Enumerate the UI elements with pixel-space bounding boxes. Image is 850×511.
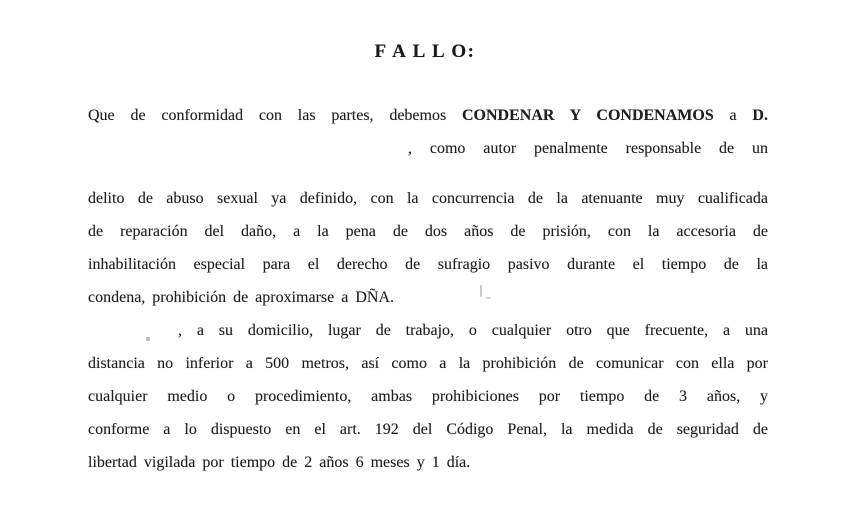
document-line	[88, 248, 768, 281]
document-line	[88, 314, 768, 347]
document-line	[88, 132, 768, 165]
body-text: libertad vigilada por tiempo de 2 años 6 meses y 1 día.	[88, 454, 471, 471]
emphasis-text: CONDENAR Y CONDENAMOS	[462, 107, 714, 124]
body-text: de reparación del daño, a la pena de dos años de prisión, con la accesoria de	[88, 223, 768, 240]
body-text: , a su domicilio, lugar de trabajo, o cualquier otro que frecuente, a una	[178, 322, 768, 339]
body-text: conforme a lo dispuesto en el art. 192 del Código Penal, la medida de seguridad de	[88, 421, 768, 438]
body-text: , como autor penalmente responsable de un	[408, 140, 768, 157]
body-text: distancia no inferior a 500 metros, así como a la prohibición de comunicar con ella por	[88, 355, 768, 372]
body-text: condena, prohibición de aproximarse a DÑA.	[88, 289, 395, 306]
document-line	[88, 99, 768, 132]
document-body	[88, 99, 768, 479]
body-text: delito de abuso sexual ya definido, con la concurrencia de la atenuante muy cualificada	[88, 190, 768, 207]
document-line	[88, 413, 768, 446]
document-line	[88, 347, 768, 380]
body-text: a	[713, 107, 753, 124]
scan-artifact	[146, 337, 150, 341]
body-text: inhabilitación especial para el derecho de sufragio pasivo durante el tiempo de la	[88, 256, 768, 273]
document-line	[88, 446, 768, 479]
document-line	[88, 380, 768, 413]
document-line	[88, 215, 768, 248]
emphasis-text: D.	[752, 107, 768, 124]
scan-artifact	[486, 297, 491, 299]
document-line	[88, 281, 768, 314]
body-text: cualquier medio o procedimiento, ambas prohibiciones por tiempo de 3 años, y	[88, 388, 768, 405]
document-line	[88, 182, 768, 215]
body-text: Que de conformidad con las partes, debemos	[88, 107, 462, 124]
document-title: F A L L O:	[374, 41, 476, 62]
scan-artifact	[480, 285, 482, 297]
